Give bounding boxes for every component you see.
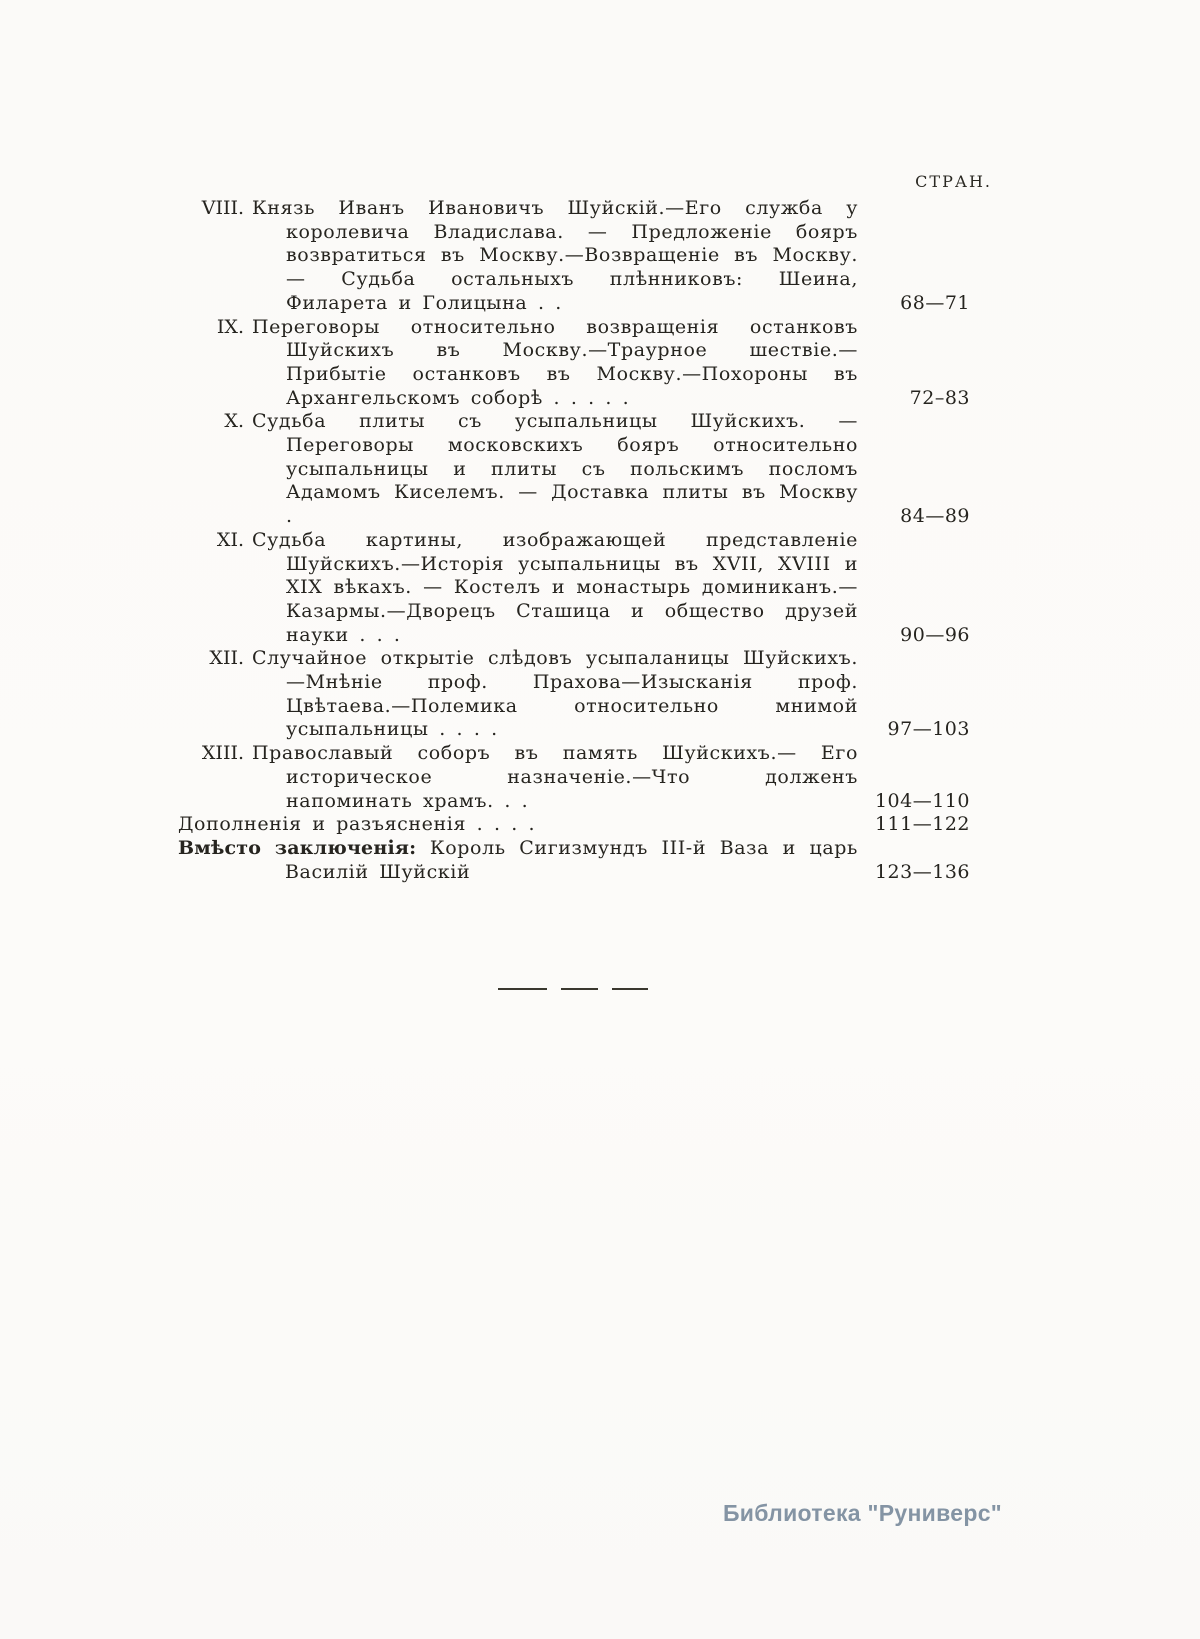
chapter-description-text: Князь Иванъ Ивановичъ Шуйскій.—Его служба у королевича Владислава. — Предложеніе бояръ возвратиться въ Москву.—Возвращеніе въ Москву.— Судьба остальныхъ плѣнниковъ: Шеина, Филарета и Голицына . .: [252, 197, 858, 314]
chapter-description: [178, 837, 858, 884]
page-range: 123—136: [874, 860, 970, 883]
toc-entry: [178, 647, 970, 742]
chapter-description: [252, 742, 858, 813]
chapter-numeral: IX.: [216, 315, 244, 338]
toc-entry: [178, 529, 970, 648]
divider-segment: [612, 988, 648, 990]
page-range: 72–83: [909, 386, 970, 409]
chapter-numeral: XII.: [209, 647, 244, 670]
toc-entry: [178, 813, 970, 837]
toc-entry: [178, 742, 970, 813]
chapter-description-text: Православый соборъ въ память Шуйскихъ.— Его историческое назначеніе.—Что долженъ напоминать храмъ. . .: [252, 742, 858, 812]
library-watermark: Библиотека "Руниверс": [722, 1500, 1002, 1526]
chapter-description-text: Судьба картины, изображающей представленіе Шуйскихъ.—Исторія усыпальницы въ XVII, XVIII и XIX вѣкахъ. — Костелъ и монастырь доминиканъ.—Казармы.—Дворецъ Сташица и общество друзей науки . . .: [252, 528, 858, 646]
chapter-description: [252, 197, 858, 316]
page-range: 111—122: [874, 813, 970, 836]
page-range: 104—110: [874, 789, 970, 812]
chapter-description-text: Король Сигизмундъ III-й Ваза и царь Василій Шуйскій: [285, 836, 858, 883]
chapter-description-text: Дополненія и разъясненія . . . .: [178, 813, 536, 836]
chapter-numeral: XIII.: [201, 742, 244, 765]
chapter-description: [252, 410, 858, 529]
page-range: 90—96: [900, 623, 970, 646]
chapter-description-lead: Вмѣсто заключенія:: [178, 836, 417, 859]
section-divider: [498, 988, 648, 990]
toc-entry: [178, 197, 970, 316]
pages-column-header: СТРАН.: [915, 172, 992, 191]
chapter-description: [178, 813, 858, 837]
chapter-description-text: Переговоры относительно возвращенія останковъ Шуйскихъ въ Москву.—Траурное шествіе.—Прибытіе останковъ въ Москву.—Похороны въ Архангельскомъ соборѣ . . . . .: [252, 315, 858, 409]
chapter-numeral: X.: [224, 410, 244, 433]
chapter-description-text: Случайное открытіе слѣдовъ усыпаланицы Шуйскихъ.—Мнѣніе проф. Прахова—Изысканія проф. Цвѣтаева.—Полемика относительно мнимой усыпальницы . . . .: [252, 647, 858, 741]
table-of-contents: [178, 197, 970, 884]
toc-entry: [178, 316, 970, 411]
chapter-description: [252, 647, 858, 742]
page-range: 97—103: [887, 718, 970, 741]
chapter-description: [252, 529, 858, 648]
chapter-numeral: VIII.: [201, 197, 244, 219]
divider-segment: [561, 988, 599, 990]
page-range: 84—89: [900, 505, 970, 528]
toc-entry: [178, 410, 970, 529]
divider-segment: [498, 988, 547, 990]
chapter-description-text: Судьба плиты съ усыпальницы Шуйскихъ. — Переговоры московскихъ бояръ относительно усыпальницы и плиты съ польскимъ посломъ Адамомъ Киселемъ. — Доставка плиты въ Москву .: [252, 410, 858, 528]
toc-entry: [178, 837, 970, 884]
chapter-description: [252, 316, 858, 411]
chapter-numeral: XI.: [216, 528, 244, 551]
page-range: 68—71: [900, 291, 970, 314]
